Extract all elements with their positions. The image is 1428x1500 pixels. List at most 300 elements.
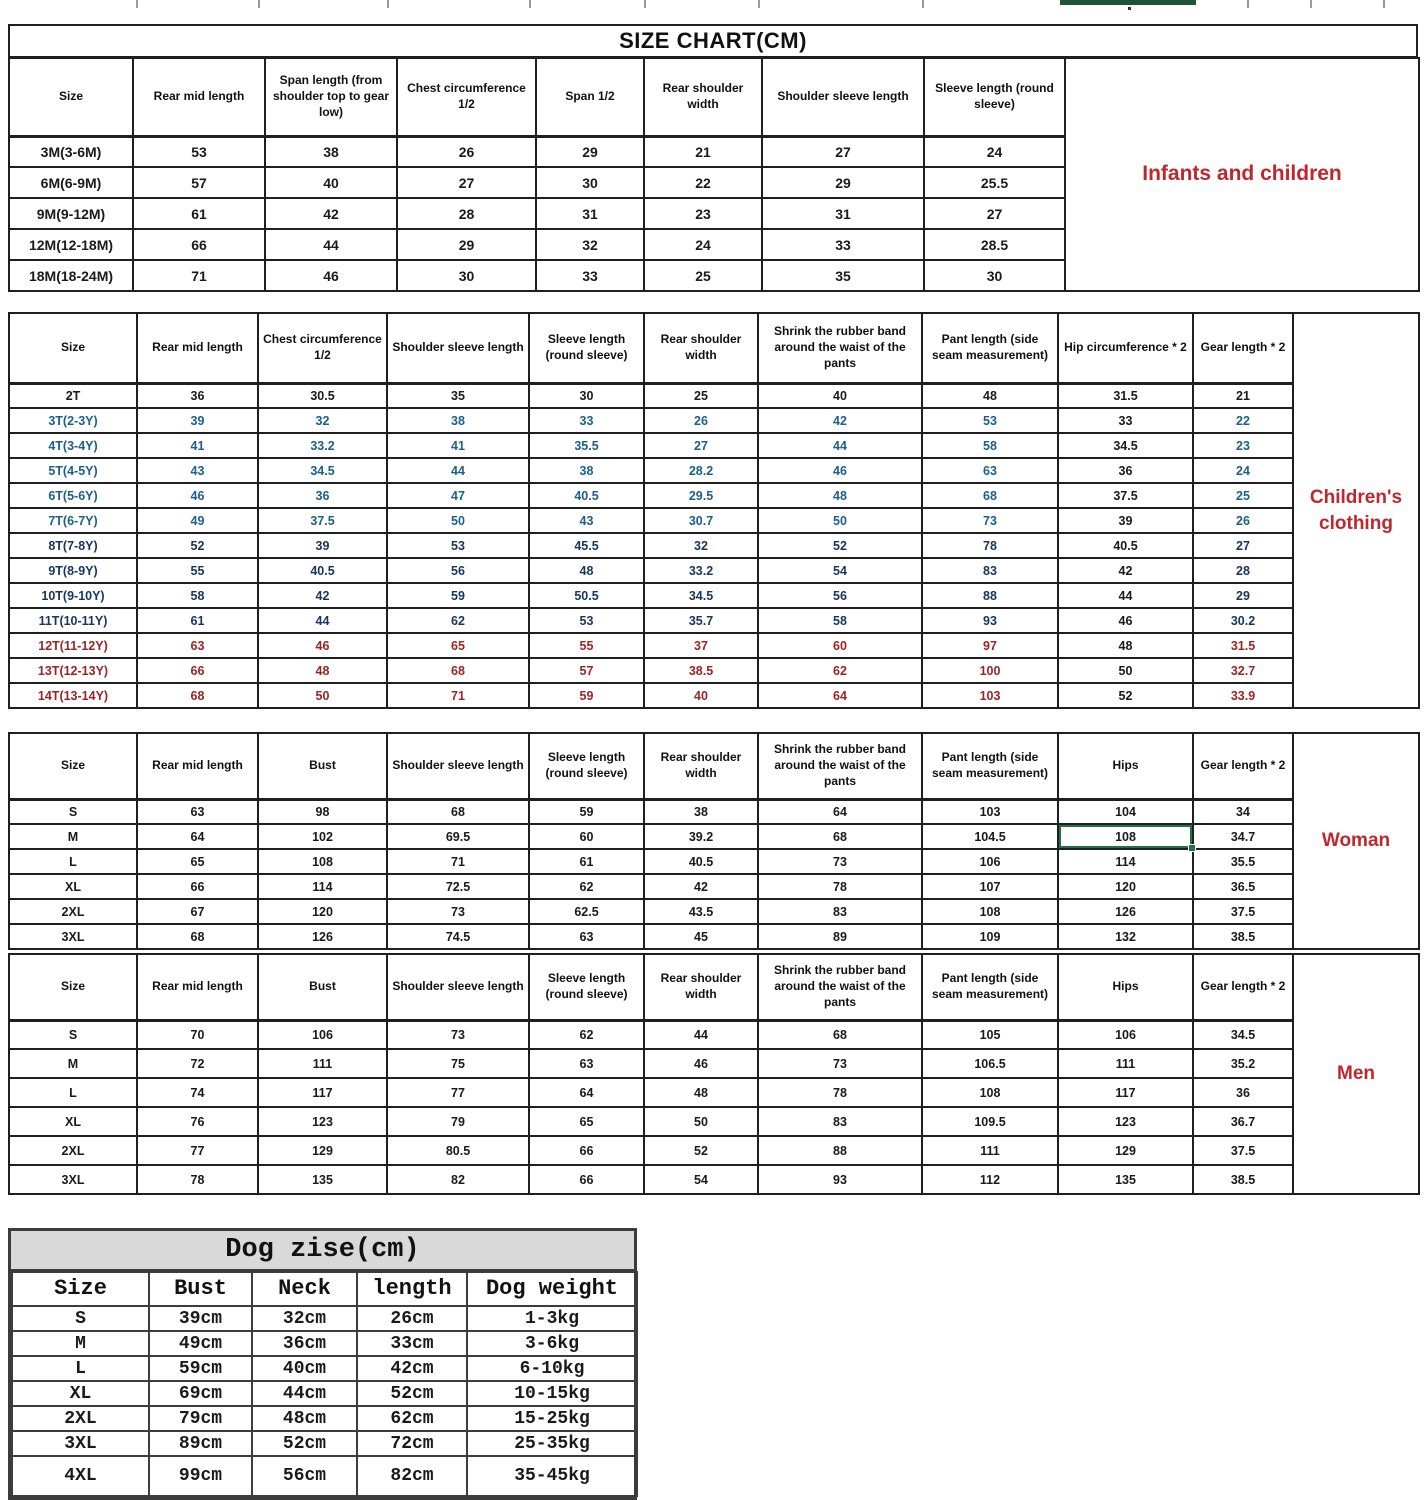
column-header: Size <box>12 1272 149 1306</box>
table-cell: 22 <box>1193 408 1293 433</box>
table-cell: 52 <box>1058 683 1193 708</box>
table-cell: 33 <box>536 260 644 291</box>
table-cell: 103 <box>922 683 1058 708</box>
table-cell: 108 <box>258 849 387 874</box>
table-cell: 40cm <box>252 1356 357 1381</box>
table-cell: 120 <box>258 899 387 924</box>
spreadsheet-tick <box>1310 0 1312 8</box>
dog-size-table-box <box>8 1228 637 1500</box>
table-cell: 64 <box>529 1078 644 1107</box>
table-cell: 29.5 <box>644 483 758 508</box>
table-row <box>12 1456 637 1496</box>
column-header: Bust <box>149 1272 252 1306</box>
table-cell: 31.5 <box>1193 633 1293 658</box>
column-header: Hips <box>1058 733 1193 799</box>
table-cell: 40.5 <box>1058 533 1193 558</box>
column-header: Span length (from shoulder top to gear low) <box>265 58 397 136</box>
table-cell: 44 <box>258 608 387 633</box>
table-cell: 39 <box>137 408 258 433</box>
table-cell: 38 <box>387 408 529 433</box>
table-row <box>9 483 1293 508</box>
table-cell: 33 <box>762 229 924 260</box>
row-size-label: 2XL <box>9 899 137 924</box>
table-cell: 43 <box>529 508 644 533</box>
table-cell: 68 <box>758 824 922 849</box>
table-row <box>9 924 1293 949</box>
table-cell: 33 <box>1058 408 1193 433</box>
table-cell: 88 <box>922 583 1058 608</box>
table-row <box>9 683 1293 708</box>
table-cell: 126 <box>1058 899 1193 924</box>
table-cell: 62 <box>387 608 529 633</box>
men-side-label: Men <box>1292 953 1420 1195</box>
column-header: Hips <box>1058 954 1193 1020</box>
table-cell: 39cm <box>149 1306 252 1331</box>
table-cell: 40 <box>265 167 397 198</box>
table-cell: 48cm <box>252 1406 357 1431</box>
table-cell: 25 <box>644 383 758 408</box>
table-cell: 72cm <box>357 1431 467 1456</box>
table-cell: 77 <box>387 1078 529 1107</box>
table-cell: 37.5 <box>1058 483 1193 508</box>
column-header: Hip circumference * 2 <box>1058 313 1193 383</box>
column-header: Shrink the rubber band around the waist of the pants <box>758 733 922 799</box>
table-cell: 59 <box>529 799 644 824</box>
table-cell: 6-10kg <box>467 1356 637 1381</box>
table-cell: 61 <box>133 198 265 229</box>
table-cell: 73 <box>387 1020 529 1049</box>
table-cell: 48 <box>529 558 644 583</box>
table-cell: 60 <box>758 633 922 658</box>
table-cell: 117 <box>258 1078 387 1107</box>
spreadsheet-tick <box>922 0 924 8</box>
woman-band <box>8 732 1420 950</box>
table-cell: 38 <box>529 458 644 483</box>
table-cell: 26cm <box>357 1306 467 1331</box>
table-cell: 104 <box>1058 799 1193 824</box>
table-cell: 73 <box>758 849 922 874</box>
table-cell: 35-45kg <box>467 1456 637 1496</box>
column-header: Rear shoulder width <box>644 733 758 799</box>
row-size-label: 3T(2-3Y) <box>9 408 137 433</box>
column-header: Pant length (side seam measurement) <box>922 733 1058 799</box>
row-size-label: XL <box>9 874 137 899</box>
table-cell: 43.5 <box>644 899 758 924</box>
table-cell: 111 <box>258 1049 387 1078</box>
table-cell: 49cm <box>149 1331 252 1356</box>
table-cell: 50 <box>387 508 529 533</box>
children-side-label: Children's clothing <box>1292 312 1420 709</box>
table-cell: 53 <box>529 608 644 633</box>
table-cell: 114 <box>1058 849 1193 874</box>
table-cell: 33.2 <box>644 558 758 583</box>
table-cell: 46 <box>258 633 387 658</box>
row-size-label: 13T(12-13Y) <box>9 658 137 683</box>
table-cell: 45 <box>644 924 758 949</box>
table-cell: 64 <box>137 824 258 849</box>
row-size-label: 3XL <box>12 1431 149 1456</box>
table-cell: 36cm <box>252 1331 357 1356</box>
table-cell: 32cm <box>252 1306 357 1331</box>
table-cell: 78 <box>758 1078 922 1107</box>
table-cell: 106 <box>258 1020 387 1049</box>
table-cell: 123 <box>1058 1107 1193 1136</box>
table-cell: 24 <box>644 229 762 260</box>
table-row <box>9 383 1293 408</box>
table-cell: 123 <box>258 1107 387 1136</box>
table-cell: 34.7 <box>1193 824 1293 849</box>
table-cell: 62 <box>758 658 922 683</box>
row-size-label: 10T(9-10Y) <box>9 583 137 608</box>
table-cell: 72.5 <box>387 874 529 899</box>
table-row <box>9 874 1293 899</box>
table-row <box>9 583 1293 608</box>
table-cell: 30 <box>536 167 644 198</box>
table-row <box>9 608 1293 633</box>
table-cell: 57 <box>529 658 644 683</box>
table-cell: 39 <box>1058 508 1193 533</box>
table-cell: 28 <box>397 198 536 229</box>
table-row <box>9 433 1293 458</box>
table-cell: 68 <box>137 924 258 949</box>
table-cell: 33 <box>529 408 644 433</box>
row-size-label: 2XL <box>12 1406 149 1431</box>
table-cell: 120 <box>1058 874 1193 899</box>
table-cell: 78 <box>922 533 1058 558</box>
table-row <box>12 1406 637 1431</box>
table-cell: 65 <box>387 633 529 658</box>
table-cell: 52cm <box>252 1431 357 1456</box>
table-cell: 58 <box>922 433 1058 458</box>
table-cell: 34.5 <box>1193 1020 1293 1049</box>
table-cell: 58 <box>137 583 258 608</box>
table-cell: 114 <box>258 874 387 899</box>
column-header: Sleeve length (round sleeve) <box>924 58 1065 136</box>
table-cell: 60 <box>529 824 644 849</box>
table-row <box>9 408 1293 433</box>
row-size-label: XL <box>12 1381 149 1406</box>
row-size-label: 8T(7-8Y) <box>9 533 137 558</box>
table-cell: 32.7 <box>1193 658 1293 683</box>
row-size-label: 6M(6-9M) <box>9 167 133 198</box>
table-cell: 36 <box>1193 1078 1293 1107</box>
table-row <box>9 458 1293 483</box>
table-cell: 46 <box>758 458 922 483</box>
table-cell: 71 <box>133 260 265 291</box>
table-cell: 32 <box>536 229 644 260</box>
table-cell: 63 <box>922 458 1058 483</box>
woman-size-table <box>8 732 1294 950</box>
table-cell: 38.5 <box>1193 924 1293 949</box>
table-cell: 107 <box>922 874 1058 899</box>
column-header: Span 1/2 <box>536 58 644 136</box>
row-size-label: S <box>9 1020 137 1049</box>
table-cell: 3-6kg <box>467 1331 637 1356</box>
table-cell: 61 <box>529 849 644 874</box>
table-cell: 46 <box>265 260 397 291</box>
table-cell: 25 <box>1193 483 1293 508</box>
table-cell: 63 <box>137 633 258 658</box>
row-size-label: 12M(12-18M) <box>9 229 133 260</box>
table-cell: 56cm <box>252 1456 357 1496</box>
table-cell: 42 <box>265 198 397 229</box>
table-row <box>12 1331 637 1356</box>
men-size-table <box>8 953 1294 1195</box>
table-cell: 68 <box>387 799 529 824</box>
table-cell: 50.5 <box>529 583 644 608</box>
page-title: SIZE CHART(CM) <box>8 24 1418 58</box>
table-cell: 59cm <box>149 1356 252 1381</box>
table-cell: 26 <box>1193 508 1293 533</box>
table-cell: 34.5 <box>258 458 387 483</box>
row-size-label: 2T <box>9 383 137 408</box>
table-cell: 103 <box>922 799 1058 824</box>
table-cell: 69cm <box>149 1381 252 1406</box>
table-cell: 70 <box>137 1020 258 1049</box>
row-size-label: 14T(13-14Y) <box>9 683 137 708</box>
row-size-label: S <box>9 799 137 824</box>
table-row <box>9 1020 1293 1049</box>
table-cell: 77 <box>137 1136 258 1165</box>
table-cell: 30 <box>924 260 1065 291</box>
table-cell: 42 <box>758 408 922 433</box>
table-cell: 89cm <box>149 1431 252 1456</box>
men-band <box>8 953 1420 1195</box>
table-cell: 100 <box>922 658 1058 683</box>
column-header: length <box>357 1272 467 1306</box>
table-cell: 73 <box>387 899 529 924</box>
table-cell: 38.5 <box>644 658 758 683</box>
table-cell: 64 <box>758 683 922 708</box>
column-header: Gear length * 2 <box>1193 954 1293 1020</box>
spreadsheet-tick <box>758 0 760 8</box>
table-cell: 52cm <box>357 1381 467 1406</box>
table-cell: 104.5 <box>922 824 1058 849</box>
table-cell: 129 <box>1058 1136 1193 1165</box>
row-size-label: 3XL <box>9 1165 137 1194</box>
table-cell: 43 <box>137 458 258 483</box>
table-cell: 22 <box>644 167 762 198</box>
table-cell: 44 <box>387 458 529 483</box>
table-cell: 80.5 <box>387 1136 529 1165</box>
table-cell: 135 <box>1058 1165 1193 1194</box>
table-row <box>9 1165 1293 1194</box>
table-cell: 36 <box>137 383 258 408</box>
table-cell: 54 <box>644 1165 758 1194</box>
table-row <box>12 1431 637 1456</box>
woman-table-header <box>9 733 1293 799</box>
table-cell: 49 <box>137 508 258 533</box>
table-cell: 93 <box>758 1165 922 1194</box>
spreadsheet-tick <box>258 0 260 8</box>
table-cell: 129 <box>258 1136 387 1165</box>
table-cell: 83 <box>922 558 1058 583</box>
woman-table-body <box>9 799 1293 949</box>
table-cell: 24 <box>1193 458 1293 483</box>
table-cell: 63 <box>137 799 258 824</box>
table-cell: 62 <box>529 1020 644 1049</box>
table-cell: 35.7 <box>644 608 758 633</box>
table-cell: 10-15kg <box>467 1381 637 1406</box>
table-row <box>9 799 1293 824</box>
table-cell: 38.5 <box>1193 1165 1293 1194</box>
table-cell: 105 <box>922 1020 1058 1049</box>
table-cell: 27 <box>644 433 758 458</box>
table-cell: 56 <box>758 583 922 608</box>
table-cell: 75 <box>387 1049 529 1078</box>
table-cell: 33.9 <box>1193 683 1293 708</box>
table-cell: 32 <box>258 408 387 433</box>
table-cell: 55 <box>529 633 644 658</box>
row-size-label: M <box>12 1331 149 1356</box>
table-cell: 52 <box>758 533 922 558</box>
dog-table-title: Dog zise(cm) <box>11 1231 634 1271</box>
table-cell: 64 <box>758 799 922 824</box>
table-row <box>12 1306 637 1331</box>
table-cell: 26 <box>397 136 536 167</box>
spreadsheet-tick <box>644 0 646 8</box>
table-cell: 111 <box>922 1136 1058 1165</box>
table-cell: 36.7 <box>1193 1107 1293 1136</box>
table-cell: 82cm <box>357 1456 467 1496</box>
table-cell: 109 <box>922 924 1058 949</box>
column-header: Bust <box>258 733 387 799</box>
table-cell: 40.5 <box>529 483 644 508</box>
dog-size-table <box>11 1271 638 1497</box>
table-cell: 15-25kg <box>467 1406 637 1431</box>
column-header: Rear mid length <box>137 733 258 799</box>
column-header: Pant length (side seam measurement) <box>922 954 1058 1020</box>
table-cell: 24 <box>924 136 1065 167</box>
children-band <box>8 312 1420 709</box>
column-header: Gear length * 2 <box>1193 733 1293 799</box>
table-cell: 79 <box>387 1107 529 1136</box>
table-cell: 71 <box>387 849 529 874</box>
table-row <box>9 136 1065 167</box>
table-cell: 37.5 <box>1193 899 1293 924</box>
table-cell: 102 <box>258 824 387 849</box>
table-row <box>9 1078 1293 1107</box>
table-cell: 72 <box>137 1049 258 1078</box>
row-size-label: M <box>9 1049 137 1078</box>
column-header: Size <box>9 313 137 383</box>
column-header: Neck <box>252 1272 357 1306</box>
table-cell: 37.5 <box>258 508 387 533</box>
table-cell: 56 <box>387 558 529 583</box>
table-cell: 117 <box>1058 1078 1193 1107</box>
table-cell: 61 <box>137 608 258 633</box>
column-header: Sleeve length (round sleeve) <box>529 313 644 383</box>
table-cell: 32 <box>644 533 758 558</box>
row-size-label: L <box>9 849 137 874</box>
table-cell: 31 <box>536 198 644 229</box>
table-cell: 40.5 <box>258 558 387 583</box>
table-cell: 41 <box>387 433 529 458</box>
children-table-header <box>9 313 1293 383</box>
table-cell: 41 <box>137 433 258 458</box>
column-header: Shoulder sleeve length <box>762 58 924 136</box>
table-cell: 68 <box>922 483 1058 508</box>
column-header: Size <box>9 58 133 136</box>
table-cell: 28.5 <box>924 229 1065 260</box>
table-cell: 76 <box>137 1107 258 1136</box>
table-cell: 42 <box>644 874 758 899</box>
table-cell: 40 <box>758 383 922 408</box>
table-cell: 88 <box>758 1136 922 1165</box>
table-cell: 126 <box>258 924 387 949</box>
table-cell: 68 <box>137 683 258 708</box>
column-header: Size <box>9 733 137 799</box>
column-header: Rear mid length <box>137 313 258 383</box>
row-size-label: XL <box>9 1107 137 1136</box>
table-cell: 30.7 <box>644 508 758 533</box>
column-header: Sleeve length (round sleeve) <box>529 733 644 799</box>
table-cell: 68 <box>387 658 529 683</box>
children-size-table <box>8 312 1294 709</box>
table-cell: 111 <box>1058 1049 1193 1078</box>
spreadsheet-tick <box>387 0 389 8</box>
table-cell: 53 <box>922 408 1058 433</box>
table-cell: 58 <box>758 608 922 633</box>
row-size-label: 9M(9-12M) <box>9 198 133 229</box>
table-cell: 42cm <box>357 1356 467 1381</box>
table-cell: 29 <box>1193 583 1293 608</box>
row-size-label: 5T(4-5Y) <box>9 458 137 483</box>
table-cell: 48 <box>1058 633 1193 658</box>
table-cell: 30 <box>529 383 644 408</box>
table-cell: 23 <box>1193 433 1293 458</box>
table-cell: 67 <box>137 899 258 924</box>
table-cell: 54 <box>758 558 922 583</box>
column-header: Chest circumference 1/2 <box>258 313 387 383</box>
table-cell: 74.5 <box>387 924 529 949</box>
table-cell: 42 <box>1058 558 1193 583</box>
table-cell: 78 <box>137 1165 258 1194</box>
table-row <box>9 849 1293 874</box>
row-size-label: 3XL <box>9 924 137 949</box>
infants-table-body <box>9 136 1065 291</box>
infants-band <box>8 57 1420 292</box>
row-size-label: 2XL <box>9 1136 137 1165</box>
table-cell: 74 <box>137 1078 258 1107</box>
table-cell: 55 <box>137 558 258 583</box>
table-cell: 106 <box>922 849 1058 874</box>
table-cell: 27 <box>397 167 536 198</box>
infants-table-header <box>9 58 1065 136</box>
table-cell: 65 <box>137 849 258 874</box>
column-header: Shrink the rubber band around the waist of the pants <box>758 954 922 1020</box>
table-row <box>9 1107 1293 1136</box>
infants-side-label: Infants and children <box>1064 57 1420 292</box>
table-cell: 109.5 <box>922 1107 1058 1136</box>
table-cell: 98 <box>258 799 387 824</box>
table-cell: 1-3kg <box>467 1306 637 1331</box>
table-cell: 27 <box>924 198 1065 229</box>
table-row <box>9 1049 1293 1078</box>
table-cell: 35.2 <box>1193 1049 1293 1078</box>
table-cell: 73 <box>758 1049 922 1078</box>
table-cell: 30.5 <box>258 383 387 408</box>
row-size-label: 4T(3-4Y) <box>9 433 137 458</box>
table-cell: 25.5 <box>924 167 1065 198</box>
table-row <box>9 533 1293 558</box>
table-cell: 71 <box>387 683 529 708</box>
table-cell: 35.5 <box>529 433 644 458</box>
row-size-label: 18M(18-24M) <box>9 260 133 291</box>
table-cell: 36 <box>258 483 387 508</box>
table-cell: 35.5 <box>1193 849 1293 874</box>
spreadsheet-tick <box>529 0 531 8</box>
